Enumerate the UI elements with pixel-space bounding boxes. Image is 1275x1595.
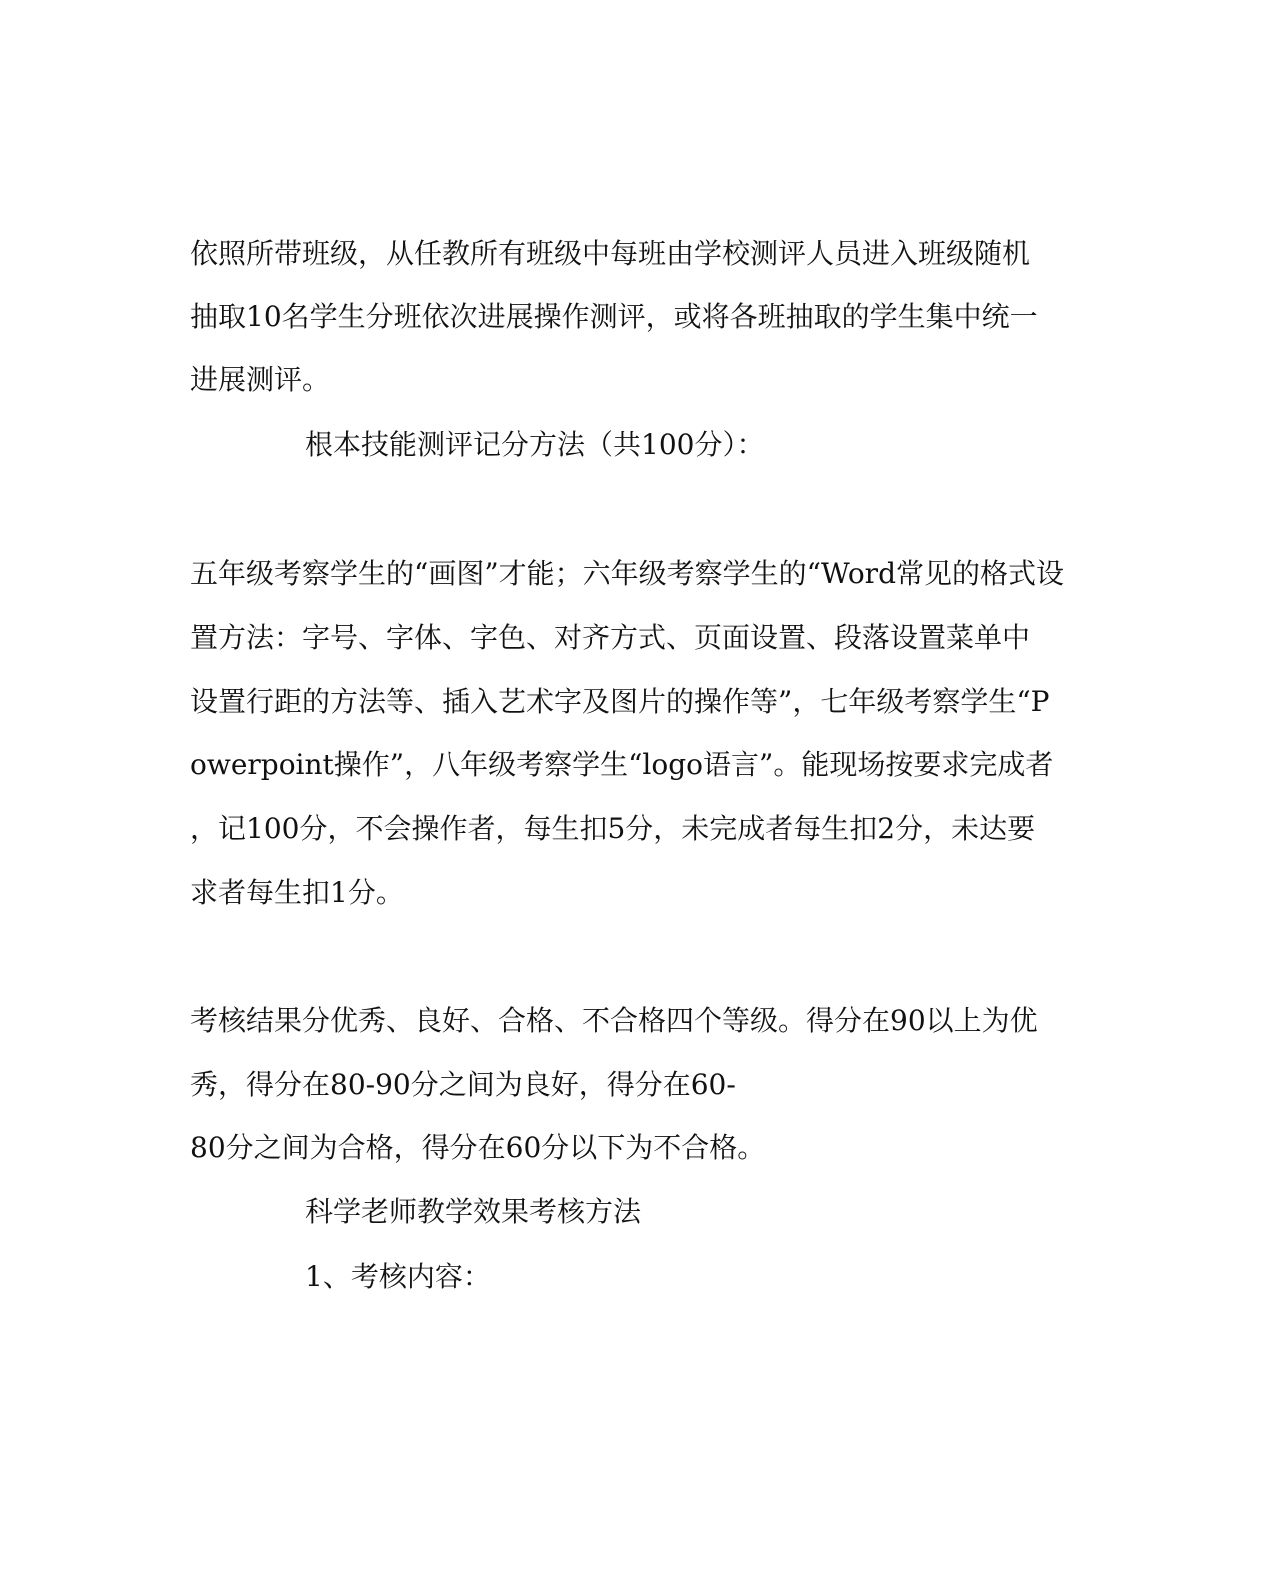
paragraph-line: ，记100分，不会操作者，每生扣5分，未完成者每生扣2分，未达要 [190,812,1036,845]
paragraph-line: 抽取10名学生分班依次进展操作测评，或将各班抽取的学生集中统一 [190,300,1038,333]
paragraph-line: 考核结果分优秀、良好、合格、不合格四个等级。得分在90以上为优 [190,1004,1038,1037]
paragraph-line: 求者每生扣1分。 [190,876,404,909]
paragraph-line: 依照所带班级，从任教所有班级中每班由学校测评人员进入班级随机 [190,237,1031,270]
paragraph-line: 设置行距的方法等、插入艺术字及图片的操作等”，七年级考察学生“P [190,685,1050,718]
paragraph-line: 进展测评。 [190,363,331,396]
paragraph-line: 秀，得分在80-90分之间为良好，得分在60- [190,1068,736,1101]
section-heading: 科学老师教学效果考核方法 [305,1195,642,1228]
paragraph-line: 置方法：字号、字体、字色、对齐方式、页面设置、段落设置菜单中 [190,621,1031,654]
section-heading: 根本技能测评记分方法（共100分）： [305,428,765,461]
subsection-heading: 1、考核内容： [305,1260,491,1293]
paragraph-line: 五年级考察学生的“画图”才能；六年级考察学生的“Word常见的格式设 [190,557,1064,590]
paragraph-line: owerpoint操作”，八年级考察学生“logo语言”。能现场按要求完成者 [190,748,1054,781]
paragraph-line: 80分之间为合格，得分在60分以下为不合格。 [190,1131,766,1164]
